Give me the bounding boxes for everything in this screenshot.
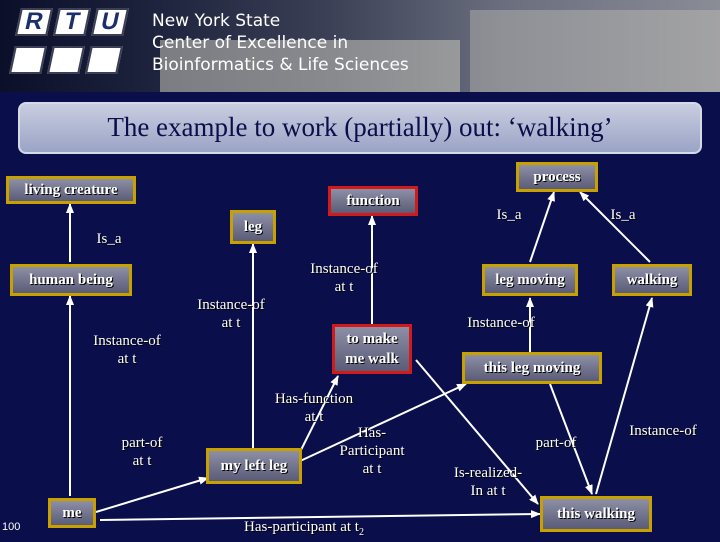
node-human-being: human being xyxy=(10,264,132,296)
node-my-left-leg: my left leg xyxy=(206,448,302,484)
edge-label-part-of: part-of at t xyxy=(121,435,163,469)
edge-label-instance-of: Instance-of at t xyxy=(310,261,378,295)
edge-label-has-participant-t2: Has-participant at $t_2$ xyxy=(244,519,364,538)
edge-me-my-left-leg xyxy=(96,478,208,512)
node-this-leg-moving: this leg moving xyxy=(462,352,602,384)
edge-label-is-realized-in: Is-realized- In at t xyxy=(453,465,523,499)
edge-label-is-a: Is_a xyxy=(496,207,522,223)
node-me: me xyxy=(48,498,96,528)
node-leg-moving: leg moving xyxy=(482,264,578,296)
institution-line: New York State xyxy=(152,11,281,31)
edge-label-part-of: part-of xyxy=(535,435,577,451)
node-function: function xyxy=(328,186,418,216)
edge-this-walking-walking xyxy=(596,298,652,494)
edge-label-instance-of: Instance-of at t xyxy=(93,333,161,367)
page-number: 100 xyxy=(2,521,21,533)
edge-label-instance-of: Instance-of at t xyxy=(197,297,265,331)
edge-label-instance-of: Instance-of xyxy=(467,315,535,331)
node-process: process xyxy=(516,162,598,192)
node-leg: leg xyxy=(230,210,276,244)
edge-label-has-participant: Has- Participant at t xyxy=(339,425,405,477)
node-to-make-me-walk: to make me walk xyxy=(332,324,412,374)
logo-letter: T xyxy=(53,8,91,36)
edge-label-is-a: Is_a xyxy=(96,231,122,247)
edge-label-is-a: Is_a xyxy=(610,207,636,223)
edge-leg-moving-process xyxy=(530,192,554,262)
logo-letter: R xyxy=(15,8,53,36)
institution-line: Center of Excellence in xyxy=(152,33,349,53)
logo-letter: U xyxy=(91,8,129,36)
edge-label-has-function: Has-function at t xyxy=(274,391,354,425)
edge-walking-process xyxy=(580,192,650,262)
edge-label-instance-of: Instance-of xyxy=(629,423,697,439)
institution-line: Bioinformatics & Life Sciences xyxy=(152,55,409,75)
node-living-creature: living creature xyxy=(6,176,136,204)
slide-title: The example to work (partially) out: ‘walking’ xyxy=(107,112,613,142)
node-this-walking: this walking xyxy=(540,496,652,532)
node-walking: walking xyxy=(612,264,692,296)
